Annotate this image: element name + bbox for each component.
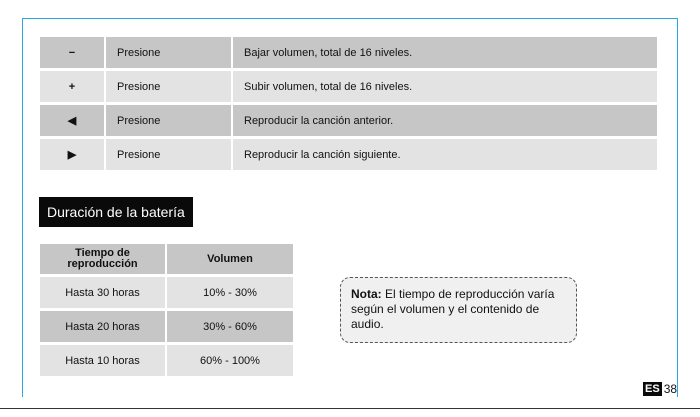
control-action: Presione — [106, 71, 231, 102]
volume-cell: 30% - 60% — [167, 311, 293, 342]
control-description: Bajar volumen, total de 16 niveles. — [233, 37, 657, 68]
minus-icon: − — [40, 37, 104, 68]
playtime-cell: Hasta 20 horas — [40, 311, 165, 342]
table-row — [40, 345, 293, 376]
next-triangle-icon: ▶ — [40, 139, 104, 170]
control-action: Presione — [106, 37, 231, 68]
header-playtime: Tiempo de reproducción — [40, 244, 165, 274]
control-row-volume-up — [40, 71, 657, 102]
bottom-divider — [0, 408, 700, 409]
note-text: El tiempo de reproducción varía según el volumen y el contenido de audio. — [351, 287, 555, 331]
table-row — [40, 311, 293, 342]
control-description: Subir volumen, total de 16 niveles. — [233, 71, 657, 102]
plus-icon: + — [40, 71, 104, 102]
playtime-cell: Hasta 30 horas — [40, 277, 165, 308]
volume-cell: 60% - 100% — [167, 345, 293, 376]
page-number-badge — [643, 382, 677, 396]
note-label: Nota: — [351, 287, 382, 301]
table-row — [40, 277, 293, 308]
playtime-cell: Hasta 10 horas — [40, 345, 165, 376]
header-volume: Volumen — [167, 244, 293, 274]
volume-cell: 10% - 30% — [167, 277, 293, 308]
control-row-previous — [40, 105, 657, 136]
control-row-volume-down — [40, 37, 657, 68]
battery-table — [40, 244, 293, 379]
page-number: 38 — [663, 382, 678, 396]
battery-table-header — [40, 244, 293, 274]
controls-table — [40, 37, 657, 173]
note-box — [340, 277, 577, 343]
control-row-next — [40, 139, 657, 170]
battery-section-title: Duración de la batería — [39, 197, 193, 227]
language-badge: ES — [645, 383, 660, 395]
control-description: Reproducir la canción siguiente. — [233, 139, 657, 170]
control-description: Reproducir la canción anterior. — [233, 105, 657, 136]
control-action: Presione — [106, 139, 231, 170]
control-action: Presione — [106, 105, 231, 136]
previous-triangle-icon: ◀ — [40, 105, 104, 136]
